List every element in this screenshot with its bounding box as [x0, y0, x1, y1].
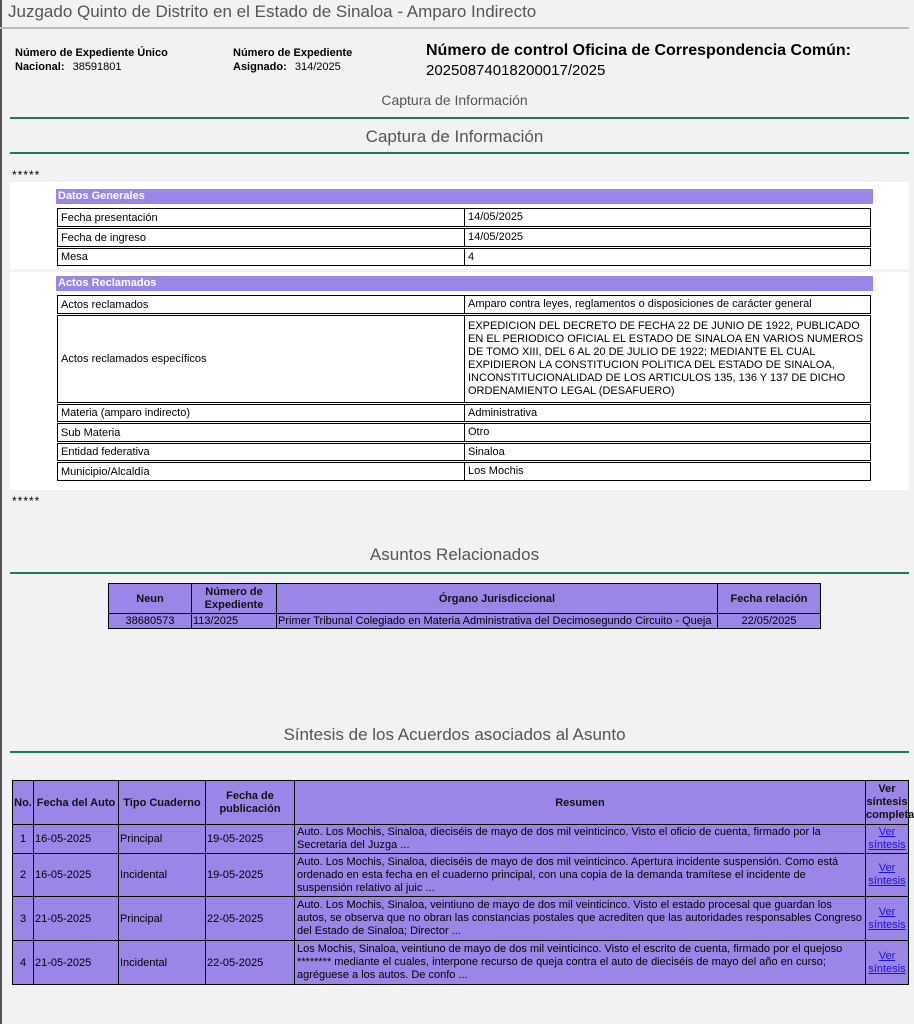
- no-cell: 2: [13, 854, 34, 897]
- stars-separator: *****: [12, 494, 41, 508]
- field-label: Entidad federativa: [58, 444, 465, 460]
- field-row: [57, 295, 871, 314]
- ver-sintesis-cell: [866, 854, 909, 897]
- col-organo: Órgano Jurisdiccional: [277, 584, 718, 614]
- tipo-cuaderno-cell: Incidental: [119, 854, 206, 897]
- green-divider: [10, 152, 909, 154]
- resumen-cell: Auto. Los Mochis, Sinaloa, dieciséis de mayo de dos mil veinticinco. Visto el oficio de cuenta, firmado por la Secretaria del Juzga ...: [295, 825, 866, 854]
- field-label: Fecha presentación: [58, 209, 465, 226]
- organo-cell: Primer Tribunal Colegiado en Materia Administrativa del Decimosegundo Circuito - Queja: [277, 614, 718, 629]
- left-border: [0, 0, 2, 1024]
- table-row: [13, 825, 909, 854]
- exp-asignado-label-2: Asignado:: [233, 61, 287, 73]
- actos-reclamados-heading: Actos Reclamados: [56, 276, 873, 291]
- exp-asignado-value: 314/2025: [294, 61, 341, 73]
- field-label: Materia (amparo indirecto): [58, 405, 465, 421]
- field-value: Sinaloa: [468, 445, 505, 458]
- exp-unico-value: 38591801: [72, 61, 122, 73]
- table-header-row: [13, 781, 909, 825]
- fecha-publicacion-cell: 19-05-2025: [206, 825, 295, 854]
- fecha-publicacion-cell: 22-05-2025: [206, 897, 295, 941]
- col-expediente: Número de Expediente: [192, 584, 277, 614]
- col-fecha-auto: Fecha del Auto: [34, 781, 119, 825]
- field-value: 14/05/2025: [468, 231, 524, 243]
- field-value: EXPEDICION DEL DECRETO DE FECHA 22 DE JUNIO DE 1922, PUBLICADO EN EL PERIODICO OFICIAL EL ESTADO DE SINALOA EN VARIOS NUMEROS DE TOMO XIII, DEL 6 AL 20 DE JULIO DE 1922; MEDIANTE EL CUAL EXPIDIERON LA CONSTITUCION POLITICA DEL ESTADO DE SINALOA, INCONSTITUCIONALIDAD DE LOS ARTICULOS 135, 136 Y 137 DE DICHO ORDENAMIENTO LEGAL (DESAFUERO): [468, 320, 864, 397]
- tipo-cuaderno-cell: Principal: [119, 825, 206, 854]
- asuntos-title: Asuntos Relacionados: [369, 545, 540, 564]
- field-label: Actos reclamados específicos: [58, 316, 465, 402]
- green-divider: [10, 572, 909, 574]
- green-divider: [10, 751, 909, 753]
- tipo-cuaderno-cell: Incidental: [119, 941, 206, 985]
- control-label: Número de control Oficina de Correspondencia Común:: [426, 42, 851, 59]
- expediente-asignado: [233, 46, 352, 74]
- table-row: [13, 854, 909, 897]
- ver-sintesis-link[interactable]: Ver síntesis: [868, 949, 906, 975]
- field-label: Fecha de ingreso: [58, 229, 465, 246]
- title-divider: [0, 27, 909, 29]
- tipo-cuaderno-cell: Principal: [119, 897, 206, 941]
- fecha-auto-cell: 16-05-2025: [34, 825, 119, 854]
- control-value: 20250874018200017/2025: [426, 62, 606, 79]
- field-row: [57, 248, 871, 266]
- neun-cell: 38680573: [109, 614, 192, 629]
- col-neun: Neun: [109, 584, 192, 614]
- col-resumen: Resumen: [295, 781, 866, 825]
- field-value: Los Mochis: [468, 465, 524, 477]
- fecha-publicacion-cell: 22-05-2025: [206, 941, 295, 985]
- field-value: Administrativa: [468, 406, 538, 419]
- field-row: [57, 315, 871, 403]
- captura-title: Captura de Información: [365, 127, 544, 146]
- field-label: Sub Materia: [58, 424, 465, 441]
- table-header-row: [109, 584, 821, 614]
- field-value: 4: [468, 250, 475, 263]
- no-cell: 3: [13, 897, 34, 941]
- ver-sintesis-link[interactable]: Ver síntesis: [868, 862, 906, 887]
- field-row: [57, 462, 871, 481]
- exp-unico-label-2: Nacional:: [15, 61, 65, 73]
- ver-sintesis-link[interactable]: Ver síntesis: [868, 826, 906, 851]
- ver-sintesis-cell: [866, 941, 909, 985]
- field-label: Mesa: [58, 249, 465, 265]
- field-row: [57, 443, 871, 461]
- expediente-unico: [15, 46, 168, 74]
- fecha-auto-cell: 16-05-2025: [34, 854, 119, 897]
- fecha-relacion-cell: 22/05/2025: [718, 614, 821, 629]
- green-divider: [10, 117, 909, 119]
- exp-asignado-label: Número de Expediente: [233, 47, 353, 59]
- field-value: 14/05/2025: [468, 211, 524, 223]
- resumen-cell: Auto. Los Mochis, Sinaloa, dieciséis de mayo de dos mil veinticinco. Apertura incidente suspensión. Como está ordenado en esta fecha en el cuaderno principal, con una copia de la demanda tramítese el incidente de suspensión relativo al juic ...: [295, 854, 866, 897]
- col-fecha: Fecha relación: [718, 584, 821, 614]
- field-row: [57, 404, 871, 422]
- field-value: Otro: [468, 426, 490, 438]
- sintesis-title: Síntesis de los Acuerdos asociados al Asunto: [283, 725, 626, 744]
- ver-sintesis-cell: [866, 825, 909, 854]
- datos-generales-heading: Datos Generales: [56, 189, 873, 204]
- captura-subtitle: Captura de Información: [381, 92, 528, 108]
- sintesis-table: [12, 780, 914, 985]
- stars-separator: *****: [12, 168, 41, 182]
- asuntos-table: [108, 583, 821, 629]
- no-cell: 4: [13, 941, 34, 985]
- resumen-cell: Auto. Los Mochis, Sinaloa, veintiuno de mayo de dos mil veinticinco. Visto el estado procesal que guardan los autos, se observa que no obran las constancias postales que acrediten que las autoridades responsables Congreso del Estado de Sinaloa; Director ...: [295, 897, 866, 941]
- expediente-cell: 113/2025: [192, 614, 277, 629]
- ver-sintesis-link[interactable]: Ver síntesis: [868, 905, 906, 931]
- col-tipo-cuaderno: Tipo Cuaderno: [119, 781, 206, 825]
- field-row: [57, 208, 871, 227]
- field-row: [57, 228, 871, 247]
- field-row: [57, 423, 871, 442]
- field-label: Municipio/Alcaldía: [58, 463, 465, 480]
- field-label: Actos reclamados: [58, 296, 465, 313]
- court-title: Juzgado Quinto de Distrito en el Estado de Sinaloa - Amparo Indirecto: [8, 2, 537, 21]
- fecha-publicacion-cell: 19-05-2025: [206, 854, 295, 897]
- col-ver-sintesis: Ver síntesis completa: [866, 781, 909, 825]
- ver-sintesis-cell: [866, 897, 909, 941]
- col-no: No.: [13, 781, 34, 825]
- fecha-auto-cell: 21-05-2025: [34, 897, 119, 941]
- table-row: [13, 941, 909, 985]
- table-row: [109, 614, 821, 629]
- no-cell: 1: [13, 825, 34, 854]
- col-fecha-publicacion: Fecha de publicación: [206, 781, 295, 825]
- table-row: [13, 897, 909, 941]
- exp-unico-label: Número de Expediente Único: [15, 47, 168, 59]
- resumen-cell: Los Mochis, Sinaloa, veintiuno de mayo de dos mil veinticinco. Visto el escrito de cuenta, firmado por el quejoso ******** mediante el cuales, interpone recurso de queja contra el auto de dieciséis de mayo del año en curso; agréguese a los autos. De confo ...: [295, 941, 866, 985]
- fecha-auto-cell: 21-05-2025: [34, 941, 119, 985]
- field-value: Amparo contra leyes, reglamentos o disposiciones de carácter general: [468, 298, 812, 310]
